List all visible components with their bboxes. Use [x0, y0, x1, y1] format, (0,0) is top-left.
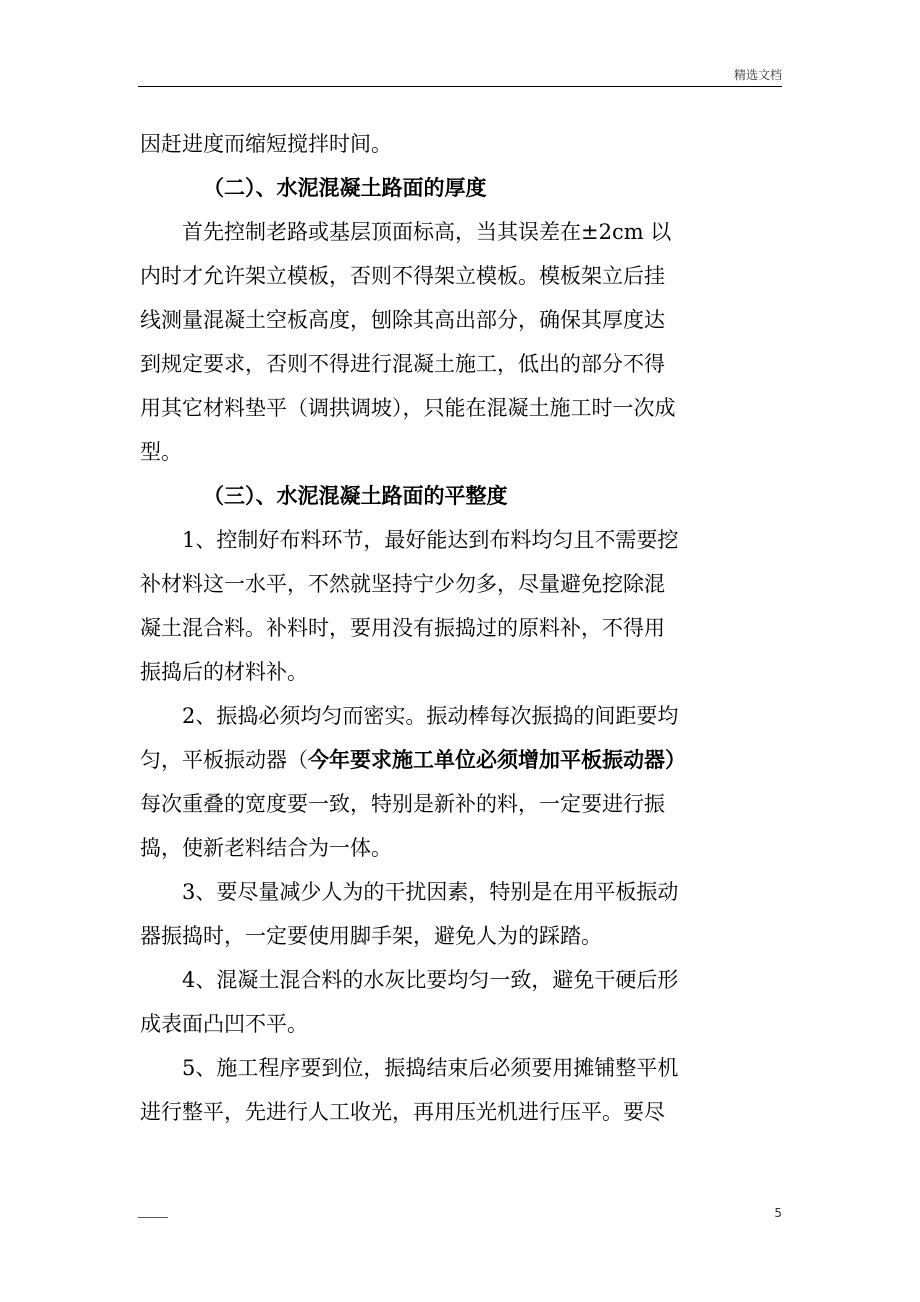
footer-rule	[138, 1217, 168, 1218]
paragraph-line: 器振捣时，一定要使用脚手架，避免人为的踩踏。	[140, 924, 602, 948]
header-label: 精选文档	[733, 68, 782, 82]
header-rule	[138, 86, 782, 87]
paragraph-line: 补材料这一水平，不然就坚持宁少勿多，尽量避免挖除混	[140, 572, 665, 596]
bold-emphasis-text: 今年要求施工单位必须增加平板振动器）	[308, 748, 686, 772]
paragraph-line: 5、施工程序要到位，振捣结束后必须要用摊铺整平机	[182, 1056, 679, 1080]
paragraph-line: 振捣后的材料补。	[140, 660, 308, 684]
paragraph-line: 到规定要求，否则不得进行混凝土施工，低出的部分不得	[140, 352, 665, 376]
paragraph-line: 用其它材料垫平（调拱调坡），只能在混凝土施工时一次成	[140, 396, 676, 420]
paragraph-line: 首先控制老路或基层顶面标高，当其误差在±2cm 以	[182, 220, 672, 244]
paragraph-line: 1、控制好布料环节，最好能达到布料均匀且不需要挖	[182, 528, 679, 552]
section-heading: （二）、水泥混凝土路面的厚度	[203, 176, 487, 200]
paragraph-line: 4、混凝土混合料的水灰比要均匀一致，避免干硬后形	[182, 968, 679, 992]
paragraph-line: 2、振捣必须均匀而密实。振动棒每次振捣的间距要均	[182, 704, 679, 728]
paragraph-line: 3、要尽量减少人为的干扰因素，特别是在用平板振动	[182, 880, 679, 904]
paragraph-line: 捣，使新老料结合为一体。	[140, 836, 392, 860]
paragraph-line: 型。	[140, 440, 182, 464]
paragraph-line: 凝土混合料。补料时，要用没有振捣过的原料补，不得用	[140, 616, 665, 640]
line-text: 匀，平板振动器（	[140, 748, 308, 772]
page-number: 5	[774, 1206, 782, 1220]
paragraph-line: 进行整平，先进行人工收光，再用压光机进行压平。要尽	[140, 1100, 665, 1124]
paragraph-line: 成表面凸凹不平。	[140, 1012, 308, 1036]
paragraph-line-mixed	[140, 738, 780, 782]
paragraph-line: 线测量混凝土空板高度，刨除其高出部分，确保其厚度达	[140, 308, 665, 332]
paragraph-line: 每次重叠的宽度要一致，特别是新补的料，一定要进行振	[140, 792, 665, 816]
paragraph-line: 内时才允许架立模板，否则不得架立模板。模板架立后挂	[140, 264, 665, 288]
paragraph-line: 因赶进度而缩短搅拌时间。	[140, 132, 392, 156]
document-body	[140, 122, 780, 1134]
section-heading: （三）、水泥混凝土路面的平整度	[203, 484, 508, 508]
